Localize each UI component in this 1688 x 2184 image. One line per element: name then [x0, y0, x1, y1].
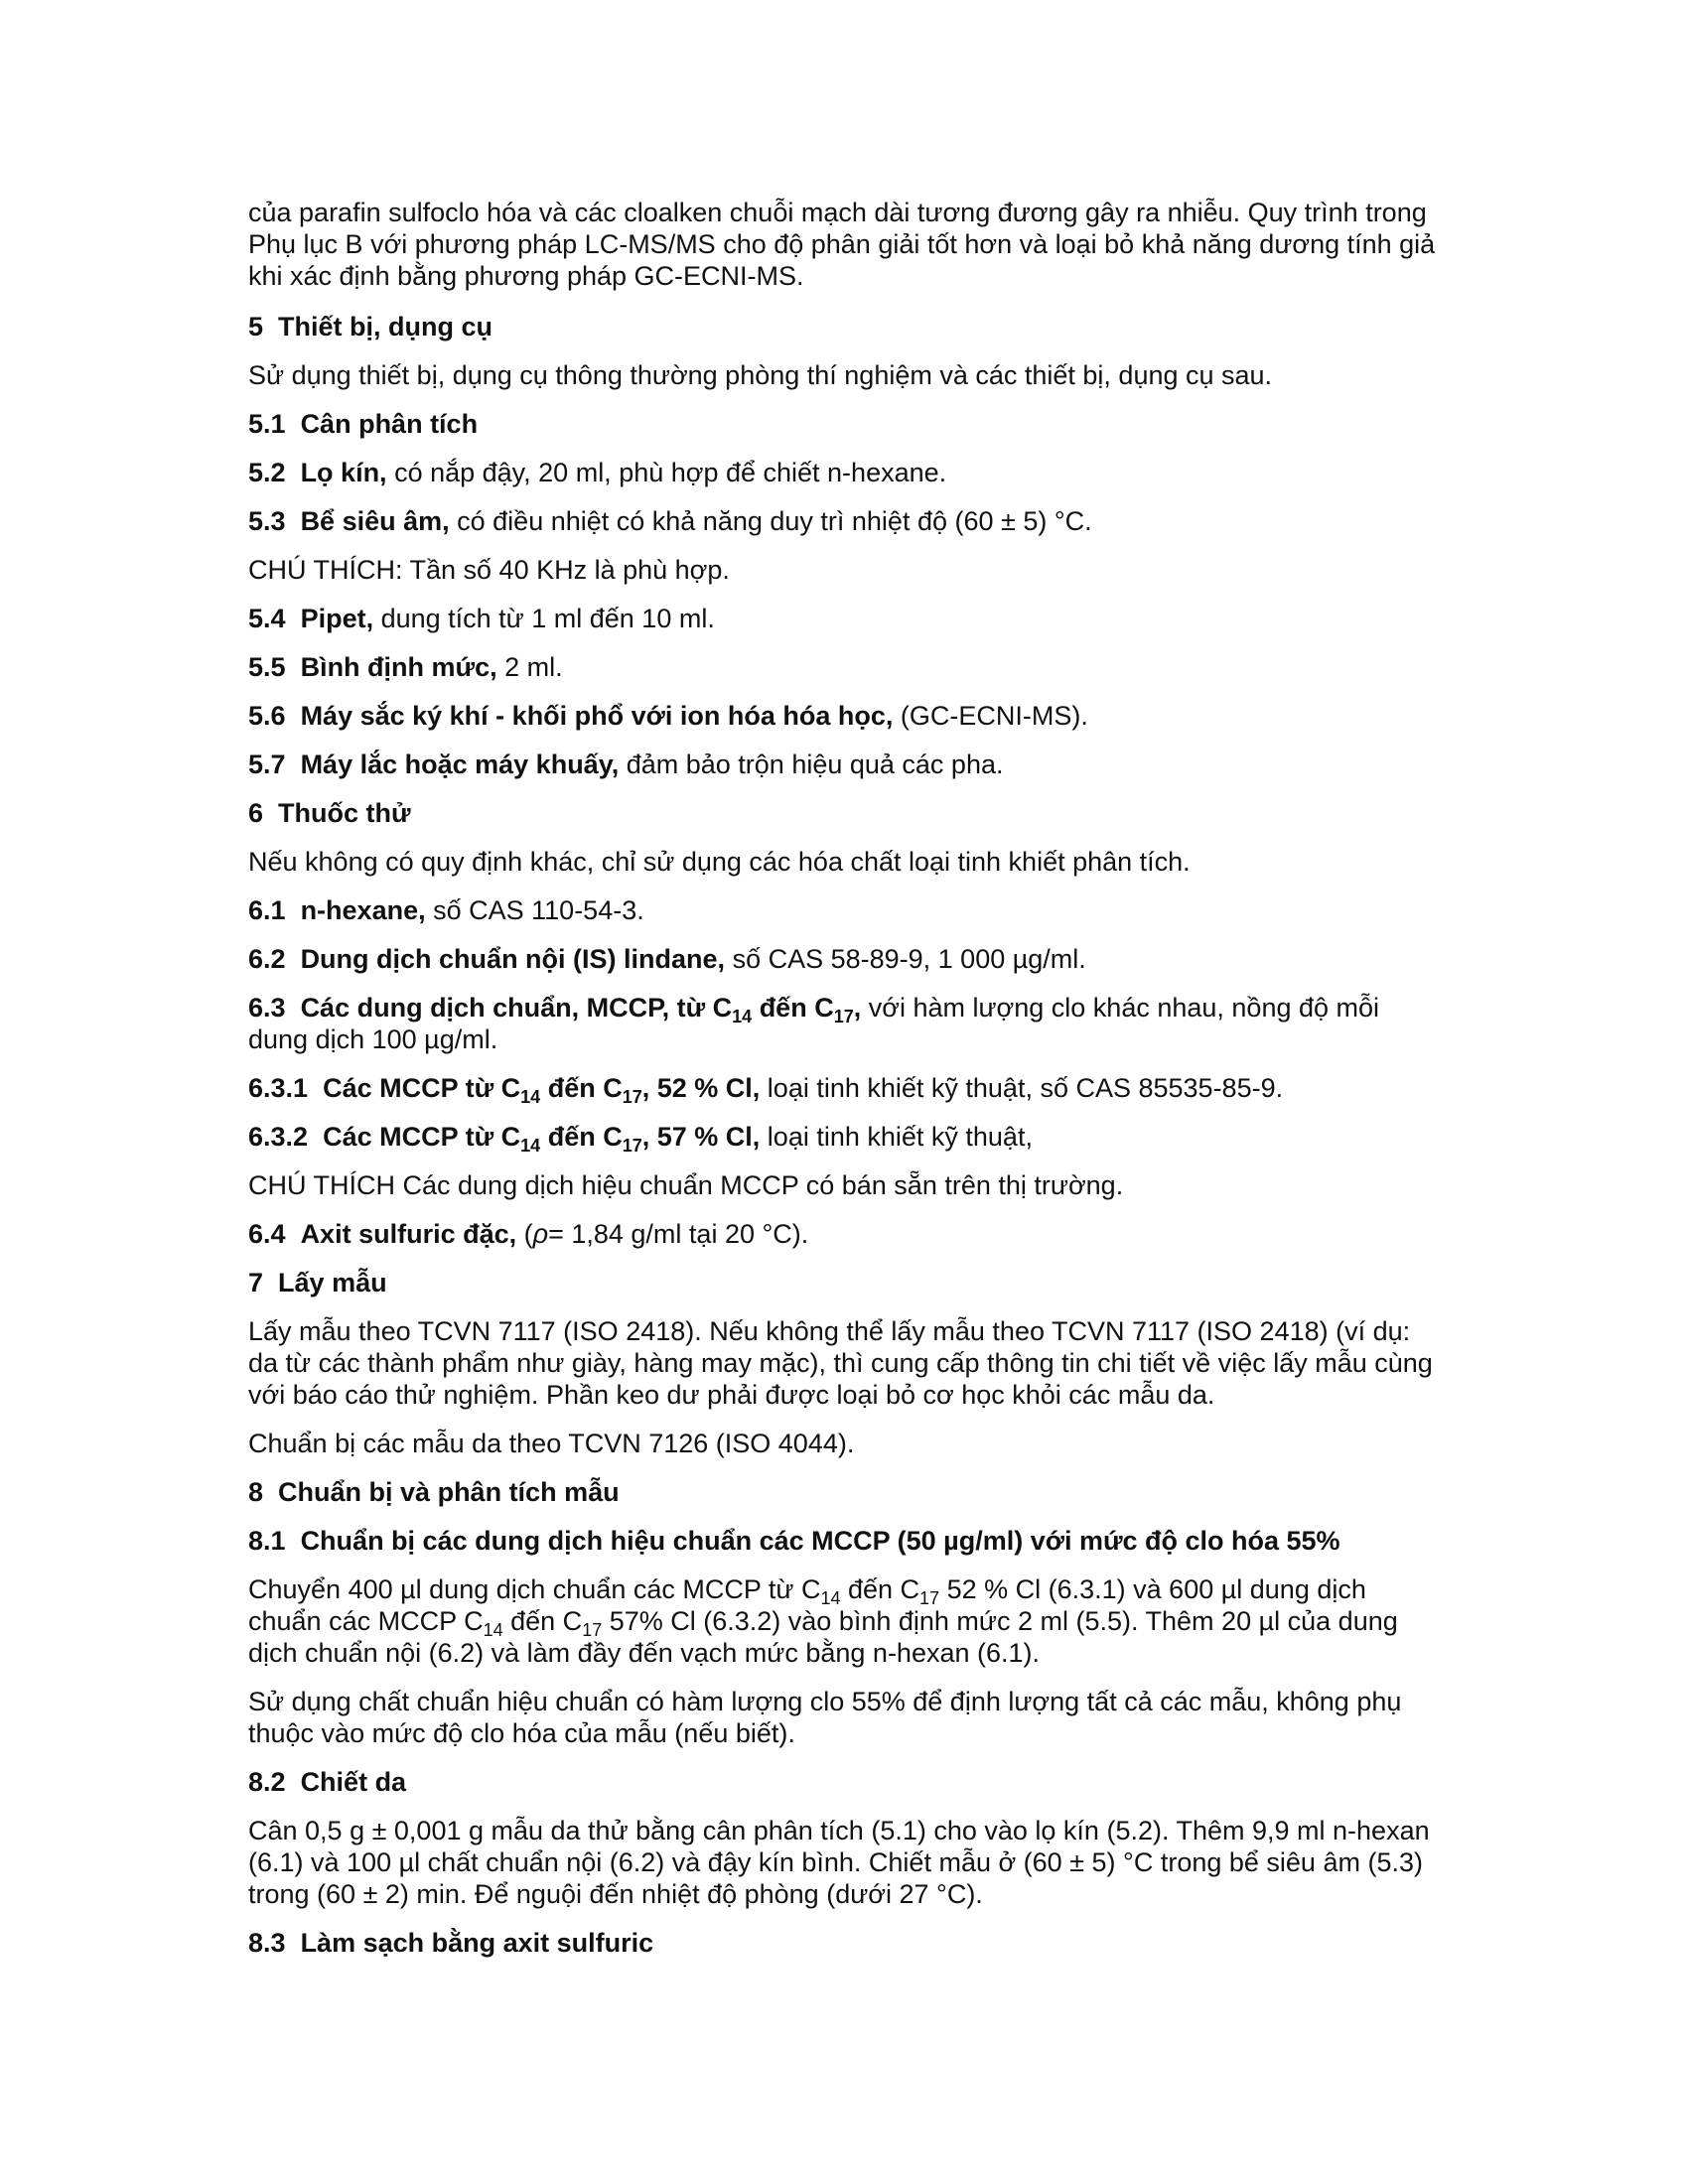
item-5-4: 5.4 Pipet, dung tích từ 1 ml đến 10 ml.	[248, 604, 715, 633]
item-6-2: 6.2 Dung dịch chuẩn nội (IS) lindane, số CAS 58-89-9, 1 000 µg/ml.	[248, 944, 1086, 974]
section-7-heading: 7 Lấy mẫu	[248, 1268, 387, 1297]
section-8-2-paragraph: Cân 0,5 g ± 0,001 g mẫu da thử bằng cân phân tích (5.1) cho vào lọ kín (5.2). Thêm 9,9 ml n-hexan (6.1) và 100 µl chất chuẩn nội (6.2) và đậy kín bình. Chiết mẫu ở (60 ± 5) °C trong bể siêu âm (5.3) trong (60 ± 2) min. Để nguội đến nhiệt độ phòng (dưới 27 °C).	[248, 1816, 1430, 1909]
section-8-1-paragraph-1: Chuyển 400 µl dung dịch chuẩn các MCCP từ $C_{14}$ đến $C_{17}$ 52 % Cl (6.3.1) và 600 µl dung dịch chuẩn các MCCP $C_{14}$ đến $C_{17}$ 57% Cl (6.3.2) vào bình định mức 2 ml (5.5). Thêm 20 µl của dung dịch chuẩn nội (6.2) và làm đầy đến vạch mức bằng n-hexan (6.1).	[248, 1574, 1398, 1668]
item-6-3-1: 6.3.1 Các MCCP từ $C_{14}$ đến $C_{17}$, 52 % Cl, loại tinh khiết kỹ thuật, số CAS 85535-85-9.	[248, 1073, 1284, 1107]
section-6-heading: 6 Thuốc thử	[248, 798, 411, 828]
note-5-3: CHÚ THÍCH: Tần số 40 KHz là phù hợp.	[248, 555, 730, 585]
item-5-3: 5.3 Bể siêu âm, có điều nhiệt có khả năng duy trì nhiệt độ (60 ± 5) °C.	[248, 506, 1092, 536]
item-6-1: 6.1 n-hexane, số CAS 110-54-3.	[248, 895, 644, 925]
document-page	[248, 197, 1440, 1976]
section-5-heading: 5 Thiết bị, dụng cụ	[248, 312, 493, 341]
note-6-3: CHÚ THÍCH Các dung dịch hiệu chuẩn MCCP có bán sẵn trên thị trường.	[248, 1170, 1124, 1200]
item-8-2: 8.2 Chiết da	[248, 1767, 407, 1797]
item-5-1: 5.1 Cân phân tích	[248, 409, 479, 439]
section-8-1-paragraph-2: Sử dụng chất chuẩn hiệu chuẩn có hàm lượng clo 55% để định lượng tất cả các mẫu, không phụ thuộc vào mức độ clo hóa của mẫu (nếu biết).	[248, 1687, 1402, 1748]
section-5-text: Sử dụng thiết bị, dụng cụ thông thường phòng thí nghiệm và các thiết bị, dụng cụ sau.	[248, 360, 1273, 390]
item-5-7: 5.7 Máy lắc hoặc máy khuấy, đảm bảo trộn hiệu quả các pha.	[248, 750, 1004, 779]
item-8-3: 8.3 Làm sạch bằng axit sulfuric	[248, 1928, 654, 1958]
intro-paragraph: của parafin sulfoclo hóa và các cloalken chuỗi mạch dài tương đương gây ra nhiễu. Quy trình trong Phụ lục B với phương pháp LC-MS/MS cho độ phân giải tốt hơn và loại bỏ khả năng dương tính giả khi xác định bằng phương pháp GC-ECNI-MS.	[248, 198, 1436, 291]
section-7-paragraph-2: Chuẩn bị các mẫu da theo TCVN 7126 (ISO 4044).	[248, 1429, 855, 1458]
item-5-2: 5.2 Lọ kín, có nắp đậy, 20 ml, phù hợp để chiết n-hexane.	[248, 458, 947, 487]
item-8-1: 8.1 Chuẩn bị các dung dịch hiệu chuẩn các MCCP (50 µg/ml) với mức độ clo hóa 55%	[248, 1526, 1340, 1556]
section-8-heading: 8 Chuẩn bị và phân tích mẫu	[248, 1477, 620, 1507]
item-5-5: 5.5 Bình định mức, 2 ml.	[248, 652, 563, 682]
section-7-paragraph-1: Lấy mẫu theo TCVN 7117 (ISO 2418). Nếu không thể lấy mẫu theo TCVN 7117 (ISO 2418) (ví dụ: da từ các thành phẩm như giày, hàng may mặc), thì cung cấp thông tin chi tiết về việc lấy mẫu cùng với báo cáo thử nghiệm. Phần keo dư phải được loại bỏ cơ học khỏi các mẫu da.	[248, 1316, 1433, 1410]
item-6-4: 6.4 Axit sulfuric đặc, (ρ= 1,84 g/ml tại 20 °C).	[248, 1219, 809, 1249]
item-6-3-2: 6.3.2 Các MCCP từ $C_{14}$ đến $C_{17}$, 57 % Cl, loại tinh khiết kỹ thuật,	[248, 1122, 1033, 1156]
item-6-3: 6.3 Các dung dịch chuẩn, MCCP, từ $C_{14}$ đến $C_{17}$, với hàm lượng clo khác nhau, nồng độ mỗi dung dịch 100 µg/ml.	[248, 993, 1380, 1054]
section-6-text: Nếu không có quy định khác, chỉ sử dụng các hóa chất loại tinh khiết phân tích.	[248, 847, 1191, 877]
item-5-6: 5.6 Máy sắc ký khí - khối phổ với ion hóa hóa học, (GC-ECNI-MS).	[248, 701, 1088, 731]
